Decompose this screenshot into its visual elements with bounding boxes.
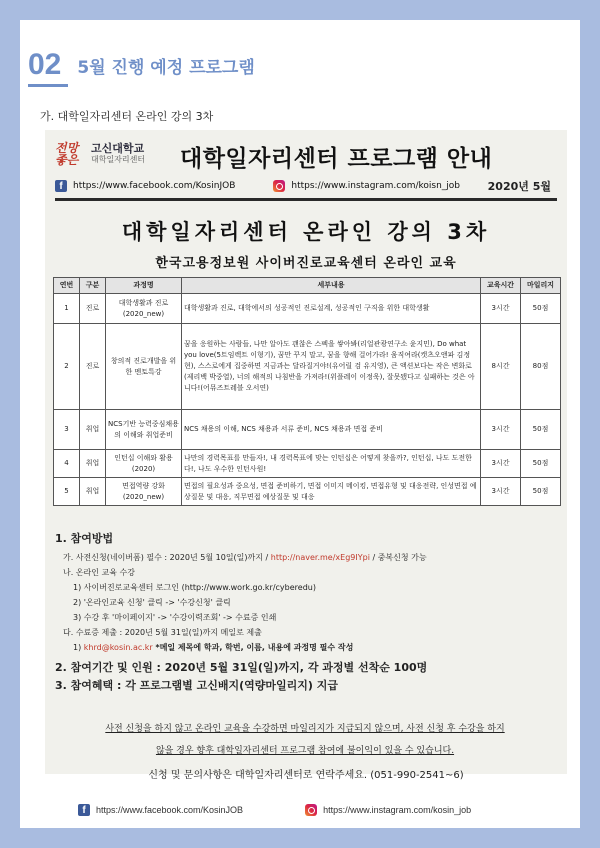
pre-registration-line [55,550,560,565]
cell-detail: 나만의 경력목표를 만들자!, 내 경력목표에 맞는 인턴십은 어떻게 찾을까?, 인턴십, 나도 도전한다!, 나도 우수한 인턴사원! [182,450,481,478]
participation-info [55,530,560,695]
cell-detail: 꿈을 응원하는 사람들, 나만 알아도 괜찮은 스펙을 쌓아봐(리얼관광연구소 윤지민), Do what you love(5트임렉트 이형기), 꿈만 꾸지 말고, 꿈을 향해 걸어가라! 움직여라(캣츠오앤파 김정현), 스스로에게 집중하면 지금과는 달라질거야!(유어릴 검 유지영), 큰 액션보다는 작은 변화로(제리백 박중열), 너의 해적의 나침반을 가져라!(위플레이 이정욱), 잘못됐다고 실패하는 것은 아니다!(어뮤즈트레블 오서연) [182,324,481,410]
table-row [54,450,561,478]
poster-date: 2020년 5월 [487,180,551,193]
cell-type: 취업 [80,410,106,450]
notice-line: 않을 경우 향후 대학일자리센터 프로그램 참여에 불이익이 있을 수 있습니다. [155,746,455,756]
certificate-line: 다. 수료증 제출 : 2020년 5월 31일(일)까지 메일로 제출 [63,628,262,637]
email-line: 1) khrd@kosin.ac.kr *메일 제목에 학과, 학번, 이름, 내용에 과정명 필수 작성 [73,643,354,652]
header-type: 구분 [80,278,106,294]
section-underline [28,84,68,87]
footer-facebook-link[interactable]: https://www.facebook.com/KosinJOB [96,805,244,815]
cell-detail: 면접의 필요성과 중요성, 면접 준비하기, 면접 이미지 메이킹, 면접유형 및 대응전략, 인성면접 예상질문 및 대응, 직무면접 예상질문 및 대응 [182,478,481,506]
cell-no: 3 [54,410,80,450]
cell-time: 3시간 [481,450,521,478]
header-no: 연번 [54,278,80,294]
header-mileage: 마일리지 [521,278,561,294]
period-heading: 2. 참여기간 및 인원 : 2020년 5월 31일(일)까지, 각 과정별 선착순 100명 [55,661,428,674]
email-instruction: *메일 제목에 학과, 학번, 이름, 내용에 과정명 필수 작성 [152,643,354,652]
logo-sub-text: 대학일자리센터 [91,155,146,164]
cell-detail: NCS 채용의 이해, NCS 채용과 서류 준비, NCS 채용과 면접 준비 [182,410,481,450]
cell-mileage: 80점 [521,324,561,410]
instagram-link[interactable]: https://www.instagram.com/koisn_job [291,181,461,191]
footer-instagram-link[interactable]: https://www.instagram.com/kosin_job [323,805,472,815]
cell-mileage: 50점 [521,478,561,506]
program-poster [45,130,567,781]
cell-course: 인턴십 이해와 활용(2020) [106,450,182,478]
cell-no: 2 [54,324,80,410]
cell-detail: 대학생활과 진로, 대학에서의 성공적인 진로설계, 성공적인 구직을 위한 대학생활 [182,294,481,324]
contact-info: 신청 및 문의사항은 대학일자리센터로 연락주세요. (051-990-2541~6) [148,770,464,781]
instagram-icon [273,180,285,192]
instagram-icon [305,804,317,816]
cell-time: 3시간 [481,478,521,506]
cell-course: 대학생활과 진로 (2020_new) [106,294,182,324]
table-row [54,478,561,506]
cell-mileage: 50점 [521,410,561,450]
cell-no: 5 [54,478,80,506]
pre-registration-note: / 중복신청 가능 [369,553,427,562]
section-number: 02 [28,48,62,81]
cell-mileage: 50점 [521,450,561,478]
page-footer [78,804,518,816]
cell-type: 취업 [80,478,106,506]
cell-type: 진로 [80,324,106,410]
naver-form-link[interactable]: http://naver.me/xEg9IYpi [270,553,370,562]
step-apply: 2) '온라인교육 신청' 클릭 -> '수강신청' 클릭 [73,598,231,607]
facebook-link[interactable]: https://www.facebook.com/KosinJOB [73,181,236,191]
logo-main-text: 고신대학교 [91,142,145,155]
logo-mark: 전망좋은 [55,141,79,167]
cell-type: 진로 [80,294,106,324]
email-link[interactable]: khrd@kosin.ac.kr [83,643,153,652]
notice-line: 사전 신청을 하지 않고 온라인 교육을 수강하면 마일리지가 지급되지 않으며, 사전 신청 후 수강을 하지 [105,724,505,734]
online-course-line: 나. 온라인 교육 수강 [63,568,135,577]
pre-registration-text: 가. 사전신청(네이버폼) 필수 : 2020년 5월 10일(일)까지 / [63,553,271,562]
header-course: 과정명 [106,278,182,294]
cell-time: 3시간 [481,410,521,450]
cell-no: 1 [54,294,80,324]
benefit-heading: 3. 참여혜택 : 각 프로그램별 고신배지(역량마일리지) 지급 [55,679,339,692]
cell-course: NCS기반 능력중심채용의 이해와 취업준비 [106,410,182,450]
header-detail: 세부내용 [182,278,481,294]
table-row [54,324,561,410]
cell-course: 창의적 진로개발을 위한 멘토특강 [106,324,182,410]
course-table [53,277,561,506]
cell-mileage: 50점 [521,294,561,324]
divider [55,198,557,201]
step-login: 1) 사이버진로교육센터 로그인 (http://www.work.go.kr/cyberedu) [73,583,316,592]
participation-heading: 1. 참여방법 [55,532,114,545]
course-subtitle: 한국고용정보원 사이버진로교육센터 온라인 교육 [155,256,457,271]
poster-title: 대학일자리센터 프로그램 안내 [180,146,493,172]
cell-type: 취업 [80,450,106,478]
step-print: 3) 수강 후 '마이페이지' -> '수강이력조회' -> 수료증 인쇄 [73,613,277,622]
warning-notice [55,718,555,762]
facebook-icon: f [78,804,90,816]
cell-time: 8시간 [481,324,521,410]
table-row [54,410,561,450]
facebook-icon: f [55,180,67,192]
cell-no: 4 [54,450,80,478]
sns-row [55,178,555,194]
table-row [54,294,561,324]
course-title: 대학일자리센터 온라인 강의 3차 [121,220,491,244]
table-header-row [54,278,561,294]
section-header [28,50,255,80]
university-logo [55,142,145,166]
section-title: 5월 진행 예정 프로그램 [77,58,255,78]
header-time: 교육시간 [481,278,521,294]
subheading: 가. 대학일자리센터 온라인 강의 3차 [40,110,214,123]
cell-time: 3시간 [481,294,521,324]
cell-course: 면접역량 강화(2020_new) [106,478,182,506]
